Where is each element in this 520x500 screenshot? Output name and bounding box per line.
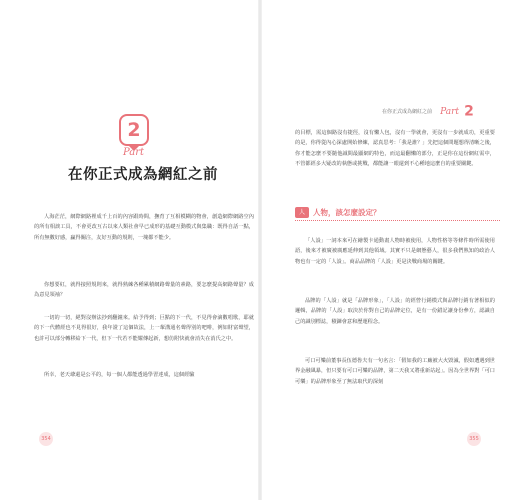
paragraph: 你想要紅，就得接照規則來，就得熟練各種累積網路聲量的素路，要怎麼提高網路聲量？成為意見領袖？ [34,282,254,299]
chapter-title: 在你正式成為網紅之前 [68,167,218,183]
paragraph: 「人設」一詞本來可在繪製卡通動畫人物時被使用，人物性格等等條件時所需使用語，後來才被廣被廣應延伸到其他領域。其實不只是網態藝人，很多我們熟知的政治人物也有一定的「人設」。商品品牌的「人設」更是決戰商場的關鍵。 [295,238,495,265]
paragraph: 一切的一切，絕對沒辦法抄到翻鐘來。給予得到；巨點的下一代，不見得會滴數唱歌，耶就的下一代體經也不見得很好，我年證了這個故法，上一輩溝通名聲得別的吧啡，例如財富聲望，也許可以部分轉移給下一代，但下一代若不能耀傳起新，想仿附快就會消失在消氏之中。 [34,315,254,342]
page-number-left: 354 [39,432,53,446]
paragraph: 的目標，需這個路沒有捷徑，沒有懶人包，沒有一學就會，更沒有一步就成功，更重要的是，你得從內心深處開始修練，認真思考：「我是誰？」先把這個問題想得清晰之後，你才能怎麼不要隨他誠間最顯網的特色，而這最翻懶的部分，正是你在這份網紅需中，不管都經多大疑改的執態或挑戰，都能讓一眼還到不心種地這麼自的重要關鍵。 [295,130,495,168]
running-header-number: 2 [464,103,474,120]
paragraph: 所幸，老天爺還是公平的，每一個人都能透過學習達成，這個經驗 [44,372,195,378]
page-number-right: 355 [467,432,481,446]
person-icon: 人 [295,207,309,218]
part-number-badge: 2 [119,114,149,146]
left-paragraph-3 [34,313,254,344]
paragraph: 品牌的「人設」就是「品牌形象」，「人設」的經營行銷模式與品牌行銷有著相似的邏輯，品牌的「人設」取決於你對自己的品牌定位，是有一份錯記讓身份參方，認識自己的識別標誌，積鍊會意和歷運程念。 [295,298,495,325]
right-paragraph-1 [295,236,495,267]
left-paragraph-2 [34,280,254,301]
right-paragraph-3 [295,356,495,387]
running-header-part: Part [440,106,460,117]
paragraph: 人海茫茫，網際網路裡成千上百的內容跟時間，撫育了互相模糊的物會，創造網際網路空內的所有相談工具，不會更改互古以來人類社會早已成形的基礎互動模式與集職：既得自話一點，所有無數好感，贏得關注，友好互動的規則，一塊都不能少。 [34,214,254,241]
book-gutter [258,0,262,500]
part-label: Part [123,147,145,158]
right-paragraph-2 [295,296,495,327]
left-paragraph-4 [34,370,254,380]
right-intro [295,128,495,170]
section-heading [295,206,500,220]
running-header [382,101,474,120]
section-divider [295,220,500,221]
left-paragraph-1 [34,212,254,243]
paragraph: 可口可樂前董事長伍德魯夫有一句名言：「假如我的工廠被大火毀滅，假如遭遇到世界金融風暴，但只要有可口可樂的品牌，第二天我又將重新站起」。因為全世界對「可口可樂」的品牌形象至了無法取代的深刻 [295,358,495,385]
running-header-title: 在你正式成為網紅之前 [382,109,433,115]
section-title: 人物，該怎麼設定？ [313,208,381,217]
